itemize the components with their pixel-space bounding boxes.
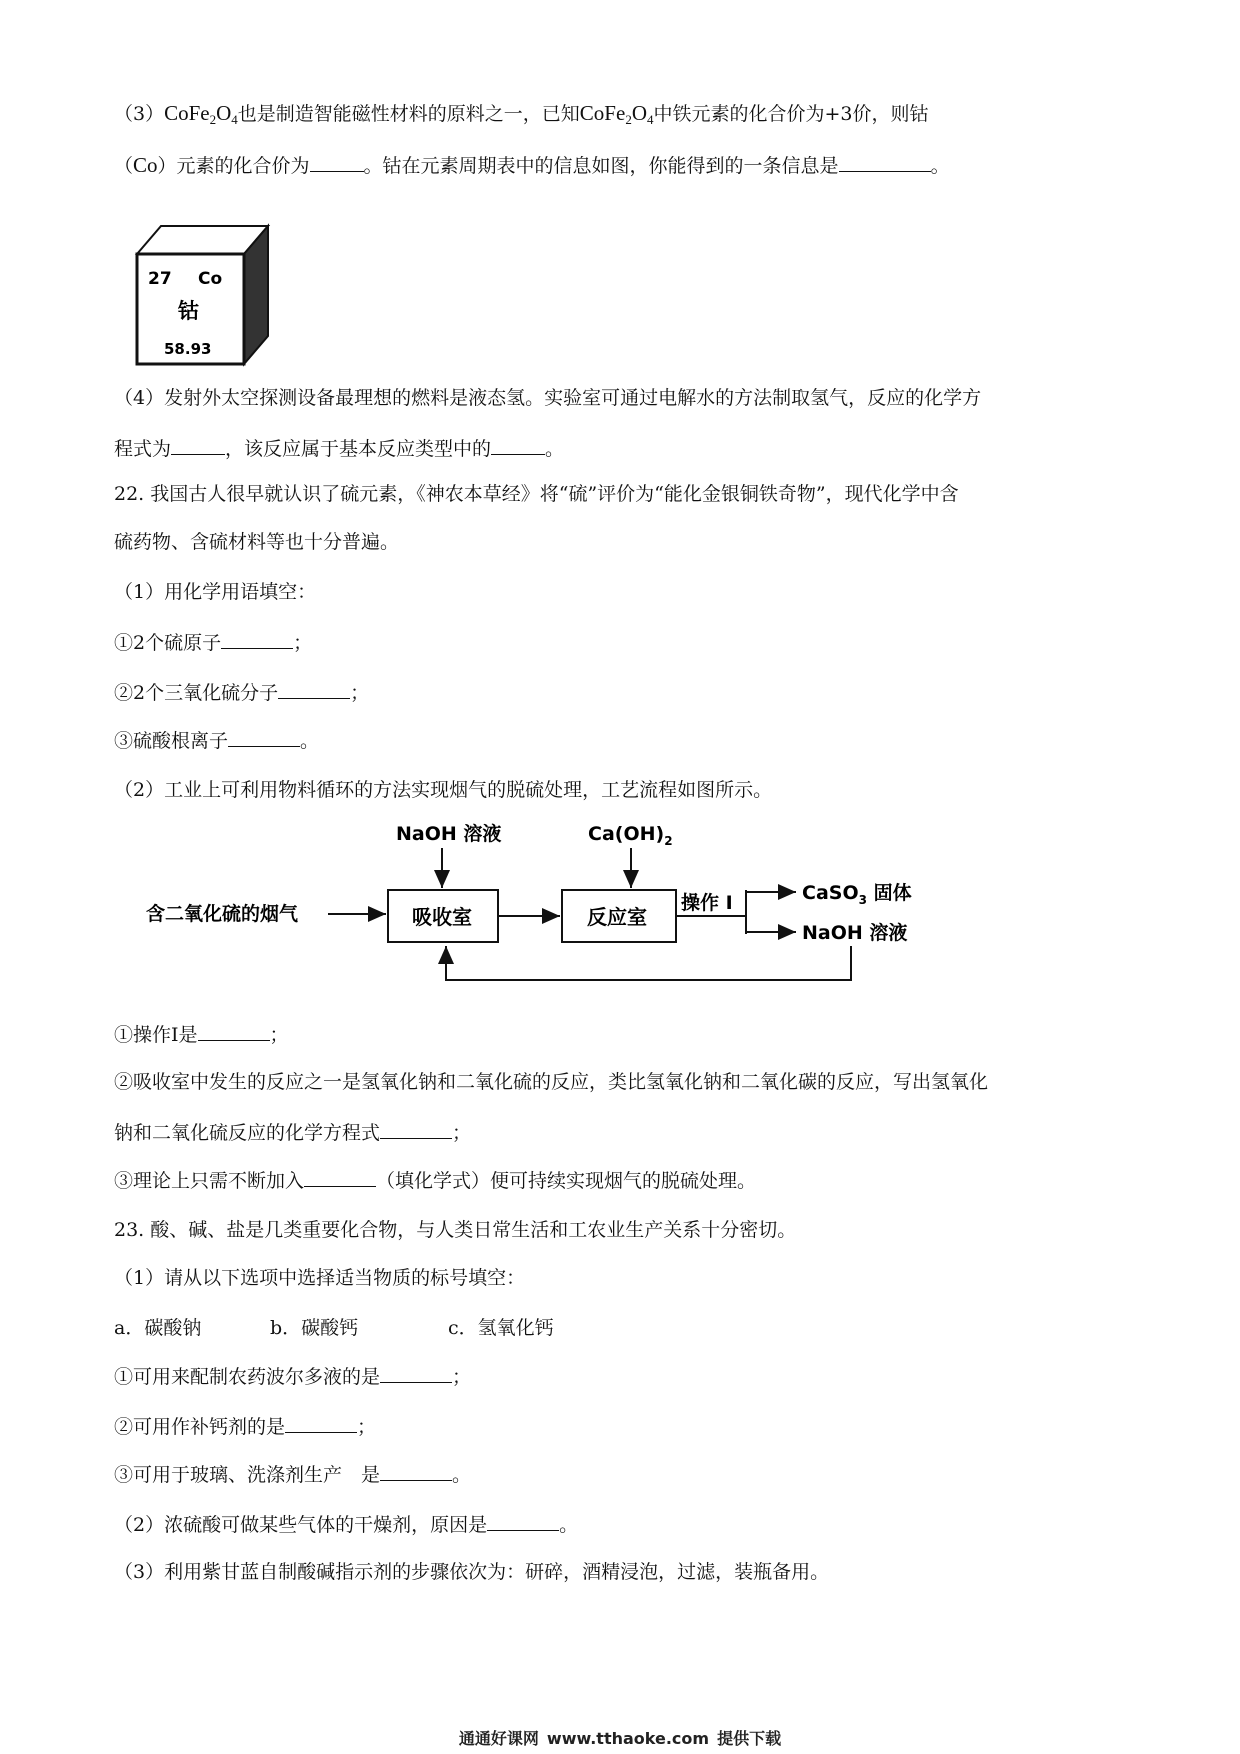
q23-stem: 23. 酸、碱、盐是几类重要化合物，与人类日常生活和工农业生产关系十分密切。 — [114, 1219, 797, 1241]
naoh-output-label: NaOH 溶液 — [802, 922, 908, 944]
answer-blank[interactable] — [304, 1166, 376, 1187]
answer-blank[interactable] — [228, 726, 300, 747]
caoh2-input-label: $Ca(OH)_2$ — [588, 823, 673, 848]
footer-url[interactable]: www.tthaoke.com — [546, 1729, 710, 1748]
q22-sub3: ③理论上只需不断加入 （填化学式）便可持续实现烟气的脱硫处理。 — [114, 1166, 756, 1195]
q21-3-label: （3） — [114, 103, 165, 125]
q23-part1: （1）请从以下选项中选择适当物质的标号填空： — [114, 1267, 526, 1289]
answer-blank[interactable] — [221, 628, 293, 649]
answer-blank[interactable] — [285, 1412, 357, 1433]
q22-stem-line1: 22. 我国古人很早就认识了硫元素，《神农本草经》将“硫”评价为“能化金银铜铁奇物”，现代化学中含 — [114, 483, 959, 505]
footer-tail: 提供下载 — [717, 1729, 782, 1748]
reaction-chamber-label: 反应室 — [587, 905, 647, 929]
element-name: 钴 — [178, 299, 199, 323]
cofe2o4-formula-2: $CoFe_2O_4$ — [579, 101, 654, 127]
footer-site-name: 通通好课网 — [458, 1729, 539, 1748]
q22-part1: （1）用化学用语填空： — [114, 581, 317, 603]
q23-part3: （3）利用紫甘蓝自制酸碱指示剂的步骤依次为：研碎，酒精浸泡，过滤，装瓶备用。 — [114, 1561, 830, 1583]
q23-item2: ②可用作补钙剂的是 ； — [114, 1412, 376, 1441]
answer-blank[interactable] — [380, 1362, 452, 1383]
option-a: a．碳酸钠 — [114, 1317, 202, 1339]
q23-part2: （2）浓硫酸可做某些气体的干燥剂，原因是 。 — [114, 1510, 578, 1539]
q22-part2: （2）工业上可利用物料循环的方法实现烟气的脱硫处理，工艺流程如图所示。 — [114, 779, 773, 801]
option-c: c．氢氧化钙 — [448, 1317, 554, 1339]
q22-sub2-line2: 钠和二氧化硫反应的化学方程式 ； — [114, 1118, 471, 1147]
answer-blank[interactable] — [278, 678, 350, 699]
caso3-output-label: CaSO$_3$ 固体 — [802, 882, 912, 907]
q23-item1: ①可用来配制农药波尔多液的是 ； — [114, 1362, 471, 1391]
q22-item1: ①2个硫原子 ； — [114, 628, 312, 657]
q22-item2: ②2个三氧化硫分子 ； — [114, 678, 369, 707]
answer-blank[interactable] — [198, 1020, 270, 1041]
element-symbol: Co — [198, 269, 223, 289]
desulfurization-flow-diagram — [140, 812, 940, 992]
q21-4-line1: （4）发射外太空探测设备最理想的燃料是液态氢。实验室可通过电解水的方法制取氢气，反应的化学方 — [114, 387, 982, 409]
co-symbol: Co — [133, 153, 158, 177]
q23-options — [114, 1314, 554, 1342]
option-b: b．碳酸钙 — [270, 1317, 359, 1339]
operation-i-label: 操作 I — [681, 892, 733, 914]
answer-blank[interactable] — [491, 434, 545, 455]
answer-blank[interactable] — [380, 1118, 452, 1139]
flue-gas-label: 含二氧化硫的烟气 — [146, 903, 299, 925]
atomic-mass: 58.93 — [164, 340, 212, 358]
answer-blank[interactable] — [839, 151, 931, 172]
cofe2o4-formula: $CoFe_2O_4$ — [164, 101, 238, 127]
answer-blank[interactable] — [171, 434, 225, 455]
page-footer — [0, 1726, 1240, 1749]
q21-4-line2: 程式为 ，该反应属于基本反应类型中的 。 — [114, 434, 564, 463]
answer-blank[interactable] — [380, 1460, 452, 1481]
naoh-input-label: NaOH 溶液 — [396, 823, 502, 845]
q22-sub2-line1: ②吸收室中发生的反应之一是氢氧化钠和二氧化硫的反应，类比氢氧化钠和二氧化碳的反应，写出氢氧化 — [114, 1071, 989, 1093]
q21-3-line2: （Co）元素的化合价为 。钴在元素周期表中的信息如图，你能得到的一条信息是 。 — [114, 153, 950, 177]
cobalt-element-cube — [134, 222, 274, 370]
answer-blank[interactable] — [310, 151, 364, 172]
q22-sub1: ①操作I是 ； — [114, 1020, 289, 1049]
q23-item3: ③可用于玻璃、洗涤剂生产 是 。 — [114, 1460, 471, 1489]
answer-blank[interactable] — [487, 1510, 559, 1531]
q22-stem-line2: 硫药物、含硫材料等也十分普遍。 — [114, 531, 400, 553]
atomic-number: 27 — [148, 269, 172, 289]
q22-item3: ③硫酸根离子 。 — [114, 726, 319, 755]
q21-3-line1: $(3)CoFe_2O_4$也是制造智能磁性材料的原料之一，已知$CoFe_2O_4$中铁元素的化合价为+3价，则钴 — [114, 101, 929, 127]
absorption-chamber-label: 吸收室 — [412, 905, 472, 929]
